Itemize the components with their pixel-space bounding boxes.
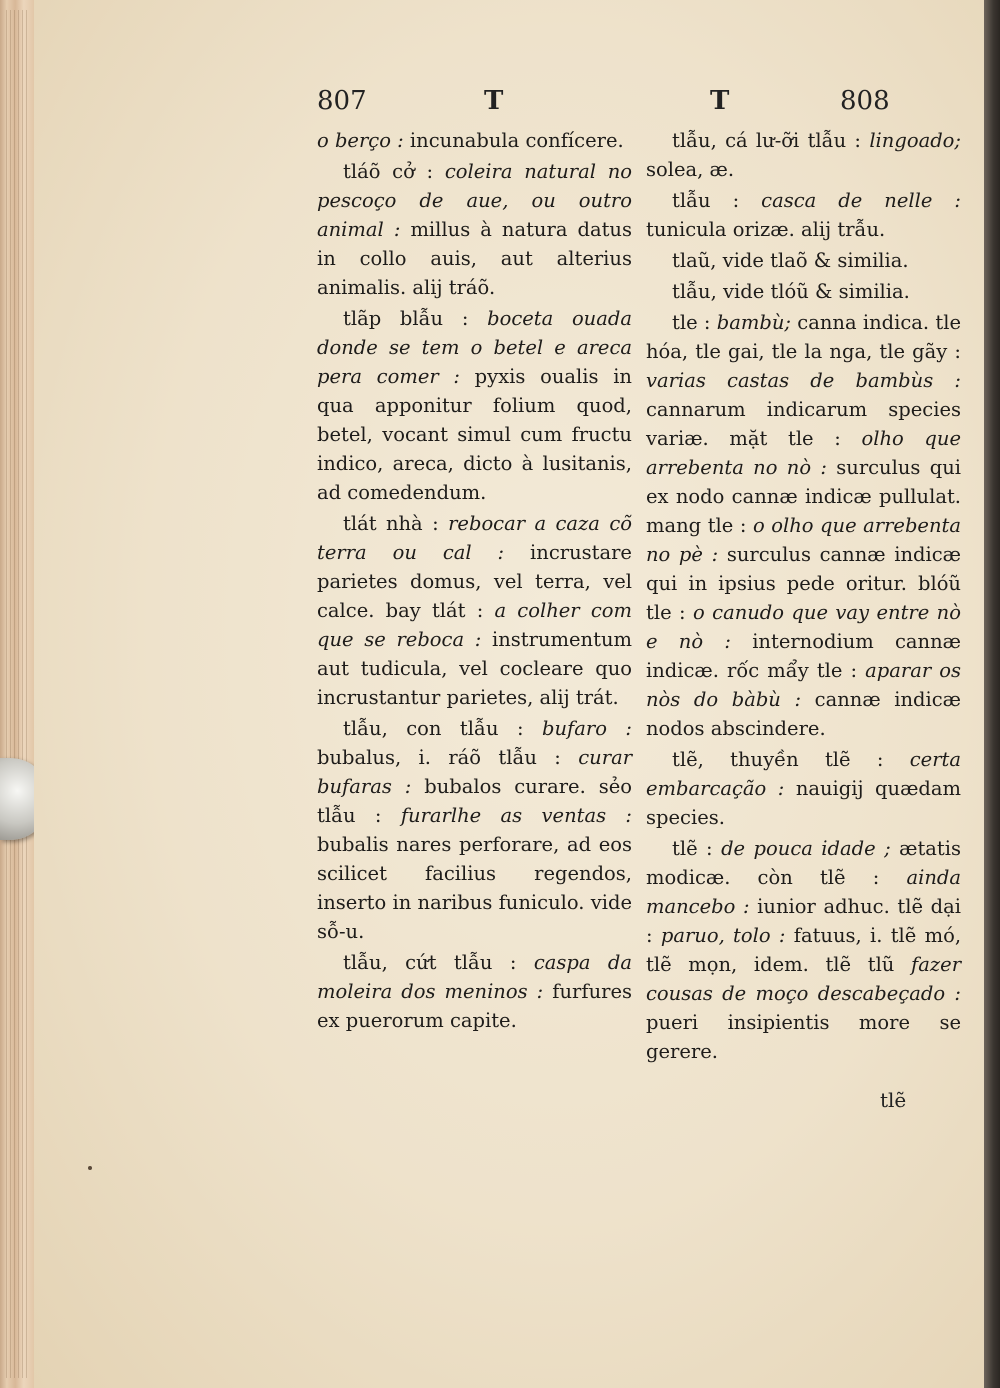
portuguese-gloss: a colher com que se reboca : bbox=[317, 599, 632, 651]
entry-headword: tlẫu, cứt tlẫu : bbox=[343, 951, 517, 974]
dictionary-entry bbox=[317, 948, 632, 1035]
latin-gloss: ætatis modicæ. còn tlẽ : bbox=[646, 837, 962, 889]
latin-gloss: vide tlóũ & similia. bbox=[722, 280, 910, 303]
page-number-left: 807 bbox=[317, 86, 367, 116]
portuguese-gloss: o berço : bbox=[317, 129, 404, 152]
entry-headword: tlẽ : bbox=[672, 837, 713, 860]
entry-headword: tlaũ, bbox=[672, 249, 717, 272]
latin-gloss: bubalos curare. sẻo tlẫu : bbox=[317, 775, 632, 827]
entry-headword: tlẫu, bbox=[672, 280, 717, 303]
dictionary-entry bbox=[646, 126, 961, 184]
dictionary-entry bbox=[646, 186, 961, 244]
right-column bbox=[646, 126, 961, 1068]
latin-gloss: tunicula orizæ. alij trẫu. bbox=[646, 218, 886, 241]
entry-headword: tlát nhà : bbox=[343, 512, 439, 535]
entry-headword: tle : bbox=[672, 311, 711, 334]
portuguese-gloss: paruo, tolo : bbox=[660, 924, 786, 947]
dictionary-entry bbox=[317, 714, 632, 946]
portuguese-gloss: de pouca idade ; bbox=[721, 837, 891, 860]
dictionary-entry bbox=[646, 246, 961, 275]
running-head-right: T bbox=[710, 86, 730, 116]
left-column bbox=[317, 126, 632, 1037]
portuguese-gloss: o canudo que vay entre nò e nò : bbox=[646, 601, 961, 653]
latin-gloss: incrustare parietes domus, vel terra, vel calce. bay tlát : bbox=[317, 541, 632, 622]
latin-gloss: canna indica. tle hóa, tle gai, tle la nga, tle gãy : bbox=[646, 311, 962, 363]
portuguese-gloss: lingoado; bbox=[869, 129, 961, 152]
book-right-edge bbox=[984, 0, 1000, 1388]
dictionary-entry bbox=[646, 745, 961, 832]
entry-headword: tlãp blẫu : bbox=[343, 307, 469, 330]
portuguese-gloss: rebocar a caza cõ terra ou cal : bbox=[317, 512, 633, 564]
portuguese-gloss: bambù; bbox=[716, 311, 791, 334]
latin-gloss: fatuus, i. tlẽ mó, tlẽ mọn, idem. tlẽ tlũ bbox=[646, 924, 962, 976]
portuguese-gloss: coleira natural no pescoço de aue, ou outro animal : bbox=[317, 160, 632, 241]
entry-headword: tlẽ, thuyền tlẽ : bbox=[672, 748, 884, 771]
dictionary-entry bbox=[317, 304, 632, 507]
portuguese-gloss: casca de nelle : bbox=[761, 189, 961, 212]
latin-gloss: solea, æ. bbox=[646, 158, 735, 181]
latin-gloss: cannarum indicarum species variæ. mặt tle : bbox=[646, 398, 961, 450]
portuguese-gloss: ainda mancebo : bbox=[646, 866, 961, 918]
portuguese-gloss: aparar os nòs do bàbù : bbox=[646, 659, 961, 711]
dictionary-entry bbox=[646, 277, 961, 306]
latin-gloss: bubalus, i. ráõ tlẫu : bbox=[317, 746, 561, 769]
catchword: tlẽ bbox=[880, 1088, 907, 1112]
dictionary-entry bbox=[317, 509, 632, 712]
portuguese-gloss: certa embarcação : bbox=[646, 748, 961, 800]
ink-speck bbox=[88, 1166, 92, 1170]
latin-gloss: millus à natura datus in collo auis, aut alterius animalis. alij tráõ. bbox=[317, 218, 632, 299]
portuguese-gloss: boceta ouada donde se tem o betel e areca pera comer : bbox=[317, 307, 632, 388]
page-edge-lines bbox=[6, 10, 28, 1378]
book-page-edges bbox=[0, 0, 34, 1388]
latin-gloss: instrumentum aut tudicula, vel cocleare quo incrustantur parietes, alij trát. bbox=[317, 628, 632, 709]
dictionary-entry bbox=[317, 157, 632, 302]
page-number-right: 808 bbox=[840, 86, 890, 116]
latin-gloss: surculus qui ex nodo cannæ indicæ pullulat. mang tle : bbox=[646, 456, 961, 537]
latin-gloss: vide tlaõ & similia. bbox=[722, 249, 909, 272]
portuguese-gloss: olho que arrebenta no nò : bbox=[646, 427, 961, 479]
entry-headword: tlẫu : bbox=[672, 189, 740, 212]
latin-gloss: nauigij quædam species. bbox=[646, 777, 961, 829]
latin-gloss: furfures ex puerorum capite. bbox=[317, 980, 632, 1032]
portuguese-gloss: fazer cousas de moço descabeçado : bbox=[646, 953, 962, 1005]
dictionary-entry bbox=[317, 126, 632, 155]
latin-gloss: cannæ indicæ nodos abscindere. bbox=[646, 688, 962, 740]
entry-headword: tláõ cở : bbox=[343, 160, 434, 183]
latin-gloss: iunior adhuc. tlẽ dại : bbox=[646, 895, 961, 947]
latin-gloss: internodium cannæ indicæ. rốc mẩy tle : bbox=[646, 630, 961, 682]
latin-gloss: pueri insipientis more se gerere. bbox=[646, 1011, 961, 1063]
latin-gloss: surculus cannæ indicæ qui in ipsius pede oritur. blóũ tle : bbox=[646, 543, 962, 624]
entry-headword: tlẫu, cá lư-ỡi tlẫu : bbox=[672, 129, 862, 152]
portuguese-gloss: bufaro : bbox=[542, 717, 632, 740]
dictionary-entry bbox=[646, 834, 961, 1066]
dictionary-page bbox=[34, 0, 984, 1388]
latin-gloss: pyxis oualis in qua apponitur folium quod, betel, vocant simul cum fructu indico, areca, dicto à lusitanis, ad comedendum. bbox=[317, 365, 632, 504]
portuguese-gloss: curar bufaras : bbox=[317, 746, 633, 798]
portuguese-gloss: furarlhe as ventas : bbox=[400, 804, 632, 827]
portuguese-gloss: caspa da moleira dos meninos : bbox=[317, 951, 633, 1003]
running-head-left: T bbox=[484, 86, 504, 116]
latin-gloss: incunabula confícere. bbox=[409, 129, 624, 152]
entry-headword: tlẫu, con tlẫu : bbox=[343, 717, 524, 740]
latin-gloss: bubalis nares perforare, ad eos scilicet facilius regendos, inserto in naribus funiculo. vide sỗ-u. bbox=[317, 833, 632, 943]
portuguese-gloss: o olho que arrebenta no pè : bbox=[646, 514, 961, 566]
dictionary-entry bbox=[646, 308, 961, 743]
portuguese-gloss: varias castas de bambùs : bbox=[646, 369, 961, 392]
